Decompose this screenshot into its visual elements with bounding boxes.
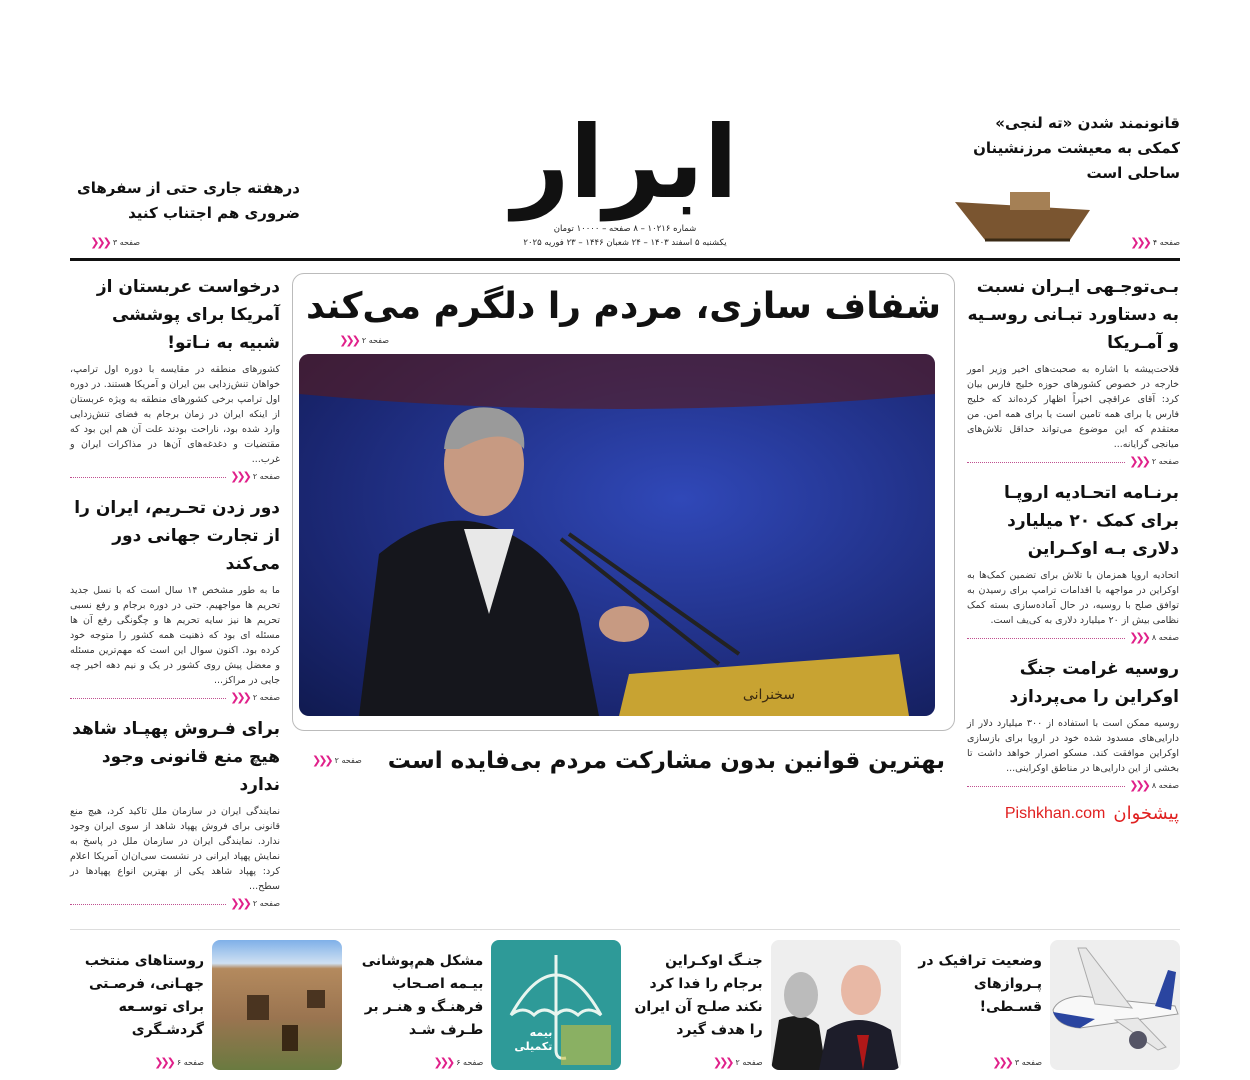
story-page-ref[interactable] xyxy=(70,897,280,911)
main-subheadline[interactable]: بهترین قوانین بدون مشارکت مردم بی‌فایده است xyxy=(387,748,945,774)
right-story-1[interactable] xyxy=(967,273,1179,469)
story-headline: روسیه غرامت جنگ اوکراین را می‌پردازد xyxy=(1009,659,1179,707)
page-ref-label: صفحه ۶ xyxy=(176,1058,205,1067)
story-page-ref[interactable] xyxy=(629,1056,763,1070)
center-column xyxy=(292,273,955,921)
leaders-photo xyxy=(771,940,901,1070)
story-page-ref[interactable] xyxy=(70,691,280,705)
story-headline: مشکل هم‌پوشانی بیـمه اصـحاب فرهنـگ و هنـر بر طـرف شـد xyxy=(361,953,484,1038)
top-left-teaser[interactable] xyxy=(70,176,300,250)
subheadline-row xyxy=(292,731,955,777)
story-headline: دور زدن تحـریم، ایران را از تجارت جهانی دور می‌کند xyxy=(74,498,280,574)
left-story-2[interactable] xyxy=(70,494,280,705)
umbrella-image-text: بیمه تکمیلی xyxy=(514,1026,553,1053)
main-photo xyxy=(299,354,935,716)
chevron-icon: ❮❮❮ xyxy=(1129,631,1148,644)
page-ref-label: صفحه ۲ xyxy=(361,336,389,345)
story-headline: برای فـروش پهپـاد شاهد هیچ منع قانونی وجود ندارد xyxy=(72,719,280,795)
top-right-headline: قانونمند شدن «ته لنجی» کمکی به معیشت مرزنشینان ساحلی است xyxy=(973,114,1180,182)
story-body: ما به طور مشخص ۱۴ سال است که با نسل جدید تحریم ها مواجهیم. حتی در دوره برجام و رفع نسبی تحریم ها نیز سایه تحریم ها و چگونگی رفع آن ها مسئله ای بود که ذهنیت همه کشور را متوجه خود کرده بود. اکنون سوال این است که مهم‌ترین مسئله و معضل پیش روی کشور در یک و نیم دهه اخیر چه جایی در مراکز... xyxy=(70,585,280,686)
story-headline: درخواست عربستان از آمریکا برای پوششی شبیه به نـاتو! xyxy=(96,277,280,353)
story-body: نمایندگی ایران در سازمان ملل تاکید کرد، هیچ منع قانونی برای فروش پهپاد شاهد از سوی ایران وجود ندارد. نمایندگی ایران در سازمان ملل در پاسخ به نمایش پهپاد ایرانی در نشست سی‌ان‌ان آمریکا اعلام کرد: پهپاد شاهد یکی از بهترین انواع پهپادها در سطح... xyxy=(70,806,280,892)
pishkhan-watermark xyxy=(967,803,1179,825)
right-column xyxy=(967,273,1179,921)
right-story-3[interactable] xyxy=(967,655,1179,793)
bottom-story-insurance[interactable] xyxy=(349,940,621,1070)
story-page-ref[interactable] xyxy=(70,1056,204,1070)
newspaper-logo: ابرار xyxy=(512,104,738,221)
top-right-teaser[interactable] xyxy=(950,111,1180,250)
chevron-icon: ❮❮❮ xyxy=(712,1056,732,1069)
story-body: روسیه ممکن است با استفاده از ۳۰۰ میلیارد دلار از دارایی‌های مسدود شده خود در اروپا برای بازسازی اوکراین موافقت کند. مسکو اصرار خواهد داشت تا بخشی از این دارایی‌ها در مناطق اوکراینی... xyxy=(967,718,1180,774)
lenj-boat-image xyxy=(950,190,1100,250)
story-page-ref[interactable] xyxy=(349,1056,483,1070)
page-ref-label: صفحه ۶ xyxy=(456,1058,484,1067)
page-ref-label: صفحه ۲ xyxy=(252,693,280,702)
story-body: فلاحت‌پیشه با اشاره به صحبت‌های اخیر وزیر امور خارجه در خصوص کشورهای حوزه خلیج فارس بیان کرد: آقای عراقچی اخیراً اظهار کرده‌اند که خلیج فارس یا برای همه تامین است یا برای همه امن. من معتقدم که این موضوع می‌تواند حداقل تلاش‌های میانجی گرایانه... xyxy=(967,364,1179,450)
story-page-ref[interactable] xyxy=(967,455,1179,469)
main-headline[interactable]: شفاف سازی، مردم را دلگرم می‌کند xyxy=(305,286,942,327)
main-frame xyxy=(292,273,955,731)
watermark-fa: پیشخوان xyxy=(1113,803,1179,824)
top-left-headline: درهفته جاری حتی از سفرهای ضروری هم اجتناب کنید xyxy=(76,179,300,222)
chevron-icon: ❮❮❮ xyxy=(992,1056,1011,1069)
top-left-page-ref[interactable] xyxy=(70,236,140,250)
bottom-row xyxy=(70,929,1180,1070)
story-body: اتحادیه اروپا همزمان با تلاش برای تضمین کمک‌ها به اوکراین در مواجهه با اقدامات ترامپ برای رسیدن به توافق صلح با روسیه، در حال آماده‌سازی بسته کمک نظامی بیش از ۲۰ میلیارد دلاری به کی‌یف است. xyxy=(967,570,1179,626)
chevron-icon: ❮❮❮ xyxy=(312,754,331,767)
chevron-icon: ❮❮❮ xyxy=(230,470,249,483)
story-headline: جنـگ اوکـراین برجام را فدا کرد نکند صلـح آن ایران را هدف گیرد xyxy=(634,953,763,1038)
story-headline: بـی‌توجـهی ایـران نسبت به دستاورد تبـانی روسـیه و آمـریکا xyxy=(967,277,1179,353)
bottom-story-ukraine[interactable] xyxy=(629,940,901,1070)
story-page-ref[interactable] xyxy=(967,631,1179,645)
sub-page-ref[interactable] xyxy=(312,754,362,768)
story-page-ref[interactable] xyxy=(908,1056,1042,1070)
chevron-icon: ❮❮❮ xyxy=(433,1056,453,1069)
podium-inscription: سخنرانی xyxy=(742,687,796,703)
story-headline: وضعیت ترافیک در پـروازهای قسـطی! xyxy=(918,953,1042,1015)
header xyxy=(70,0,1180,258)
page-ref-label: صفحه ۲ xyxy=(252,899,280,908)
chevron-icon: ❮❮❮ xyxy=(230,897,249,910)
page-ref-label: صفحه ۲ xyxy=(1151,457,1179,466)
airplane-image xyxy=(1050,940,1180,1070)
chevron-icon: ❮❮❮ xyxy=(154,1056,173,1069)
main-page-ref[interactable] xyxy=(319,334,389,348)
chevron-icon: ❮❮❮ xyxy=(1129,455,1148,468)
bottom-story-flights[interactable] xyxy=(908,940,1180,1070)
story-page-ref[interactable] xyxy=(70,470,280,484)
village-photo xyxy=(212,940,342,1070)
issue-line: شماره ۱۰۲۱۶ – ۸ صفحه – ۱۰۰۰۰ تومان xyxy=(553,224,697,234)
story-body: کشورهای منطقه در مقایسه با دوره اول ترامپ، خواهان تنش‌زدایی بین ایران و آمریکا هستند. در دوره اول ترامپ برخی کشورهای منطقه به ویژه عربستان از اینکه ایران در زمان برجام به فضای تنش‌زدایی وارد شده بود، ناراحت بودند علت آن هم این بود که مقتضیات و دغدغه‌های آن‌ها در مذاکرات ایران و غرب... xyxy=(70,364,280,465)
chevron-icon: ❮❮❮ xyxy=(230,691,249,704)
right-story-2[interactable] xyxy=(967,479,1179,645)
masthead xyxy=(300,104,950,250)
main-grid xyxy=(70,261,1180,921)
page-ref-label: صفحه ۳ xyxy=(1014,1058,1042,1067)
chevron-icon: ❮❮❮ xyxy=(339,334,358,347)
page-ref-label: صفحه ۸ xyxy=(1151,781,1179,790)
umbrella-image xyxy=(491,940,621,1070)
left-story-3[interactable] xyxy=(70,715,280,911)
left-column xyxy=(70,273,280,921)
page-ref-label: صفحه ۸ xyxy=(1151,633,1179,642)
date-line: یکشنبه ۵ اسفند ۱۴۰۳ – ۲۴ شعبان ۱۴۴۶ – ۲۳ فوریه ۲۰۲۵ xyxy=(523,238,727,248)
page-ref-label: صفحه ۲ xyxy=(334,756,362,765)
story-page-ref[interactable] xyxy=(967,779,1179,793)
story-headline: روستاهای منتخب جهـانی، فرصـتی برای توسـعه گردشـگری xyxy=(84,953,205,1038)
page-ref-label: صفحه ۴ xyxy=(1152,238,1180,247)
airplane-icon xyxy=(1050,940,1180,1070)
top-right-page-ref[interactable] xyxy=(1110,236,1180,250)
left-story-1[interactable] xyxy=(70,273,280,484)
chevron-icon: ❮❮❮ xyxy=(90,236,109,249)
bottom-story-villages[interactable] xyxy=(70,940,342,1070)
chevron-icon: ❮❮❮ xyxy=(1130,236,1149,249)
watermark-en: Pishkhan.com xyxy=(1004,805,1106,822)
page-ref-label: صفحه ۳ xyxy=(112,238,140,247)
page-ref-label: صفحه ۲ xyxy=(735,1058,763,1067)
story-headline: برنـامه اتحـادیه اروپـا برای کمک ۲۰ میلیارد دلاری بـه اوکـراین xyxy=(1003,483,1179,559)
chevron-icon: ❮❮❮ xyxy=(1129,779,1148,792)
page-ref-label: صفحه ۲ xyxy=(252,472,280,481)
